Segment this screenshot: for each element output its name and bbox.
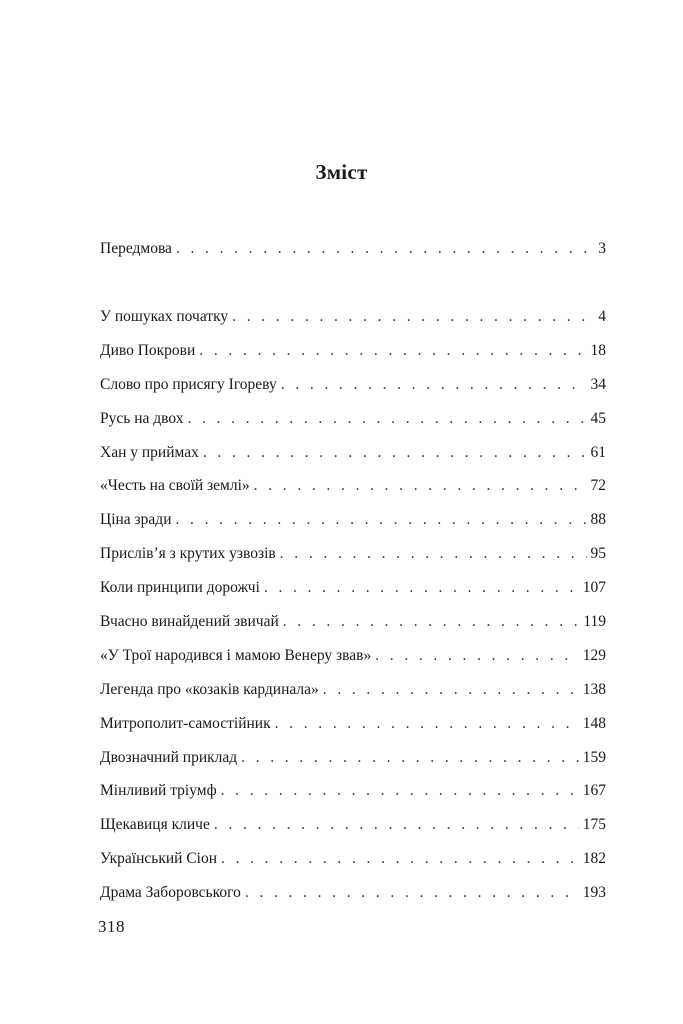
toc-entry-page: 45 <box>590 409 606 427</box>
toc-entry-title: Хан у приймах <box>100 443 199 461</box>
toc-entry-title: Митрополит-самостійник <box>100 714 271 732</box>
toc-entry-title: Драма Заборовського <box>100 884 241 902</box>
toc-entry <box>100 813 606 847</box>
toc-entry <box>100 678 606 712</box>
toc-entry-page: 119 <box>583 613 606 631</box>
toc-entry-page: 72 <box>590 477 606 495</box>
toc-entry-page: 148 <box>582 714 606 732</box>
toc-entry <box>100 441 606 475</box>
dot-leader <box>245 881 579 905</box>
toc-entry-page: 193 <box>582 884 606 902</box>
toc-entry-title: Слово про присягу Ігореву <box>100 375 277 393</box>
dot-leader <box>221 847 579 871</box>
toc-entry-page: 175 <box>582 816 606 834</box>
toc-entry-title: Русь на двох <box>100 409 184 427</box>
dot-leader <box>214 813 579 837</box>
toc-entry <box>100 610 606 644</box>
toc-entry <box>100 779 606 813</box>
page-number: 318 <box>98 917 125 936</box>
toc-entry <box>100 474 606 508</box>
dot-leader <box>280 542 587 566</box>
toc-list <box>100 305 606 915</box>
toc-entry-title: Передмова <box>100 240 172 257</box>
toc-entry-title: Щекавиця кличе <box>100 816 210 834</box>
dot-leader <box>199 339 586 363</box>
toc-entry <box>100 407 606 441</box>
dot-leader <box>283 610 580 634</box>
toc-entry-page: 18 <box>590 341 606 359</box>
dot-leader <box>281 373 587 397</box>
toc-entry-page: 34 <box>590 375 606 393</box>
toc-entry-title: Український Сіон <box>100 850 218 868</box>
toc-entry-page: 3 <box>598 240 606 257</box>
dot-leader <box>264 576 579 600</box>
dot-leader <box>232 305 594 329</box>
toc-entry-title: «Честь на своїй землі» <box>100 477 250 495</box>
toc-entry <box>100 746 606 780</box>
dot-leader <box>187 407 586 431</box>
toc-entry-title: Прислів’я з крутих узвозів <box>100 545 276 563</box>
toc-entry-title: Вчасно винайдений звичай <box>100 613 279 631</box>
toc-entry <box>100 373 606 407</box>
toc-entry-page: 138 <box>582 680 606 698</box>
dot-leader <box>175 508 586 532</box>
toc-entry <box>100 881 606 915</box>
toc-entry <box>100 305 606 339</box>
toc-entry-page: 107 <box>582 579 606 597</box>
dot-leader <box>254 474 587 498</box>
toc-entry-page: 129 <box>582 646 606 664</box>
toc-entry <box>100 542 606 576</box>
toc-entry <box>100 644 606 678</box>
dot-leader <box>203 441 587 465</box>
toc-entry-title: Двозначний приклад <box>100 748 238 766</box>
dot-leader <box>375 644 579 668</box>
toc-preface <box>100 237 606 271</box>
toc-entry-preface <box>100 237 606 271</box>
page-title: Зміст <box>315 160 368 184</box>
toc-entry <box>100 508 606 542</box>
toc-entry-title: Легенда про «козаків кардинала» <box>100 680 319 698</box>
toc-entry-page: 159 <box>582 748 606 766</box>
toc-entry-title: Мінливий тріумф <box>100 782 217 800</box>
toc-entry-title: Коли принципи дорожчі <box>100 579 260 597</box>
toc-entry-title: «У Трої народився і мамою Венеру звав» <box>100 646 372 664</box>
toc-entry-title: Диво Покрови <box>100 341 196 359</box>
toc-entry-page: 167 <box>582 782 606 800</box>
toc-entry-page: 182 <box>582 850 606 868</box>
toc-entry <box>100 712 606 746</box>
toc-entry <box>100 339 606 373</box>
dot-leader <box>275 712 579 736</box>
dot-leader <box>241 746 579 770</box>
toc-entry-page: 95 <box>590 545 606 563</box>
toc-entry <box>100 576 606 610</box>
toc-entry-title: У пошуках початку <box>100 308 229 325</box>
dot-leader <box>323 678 579 702</box>
dot-leader <box>221 779 579 803</box>
toc-entry-page: 88 <box>590 511 606 529</box>
toc-entry-page: 4 <box>598 308 606 325</box>
dot-leader <box>176 237 594 261</box>
toc-entry-page: 61 <box>590 443 606 461</box>
toc-entry <box>100 847 606 881</box>
toc-entry-title: Ціна зради <box>100 511 172 529</box>
